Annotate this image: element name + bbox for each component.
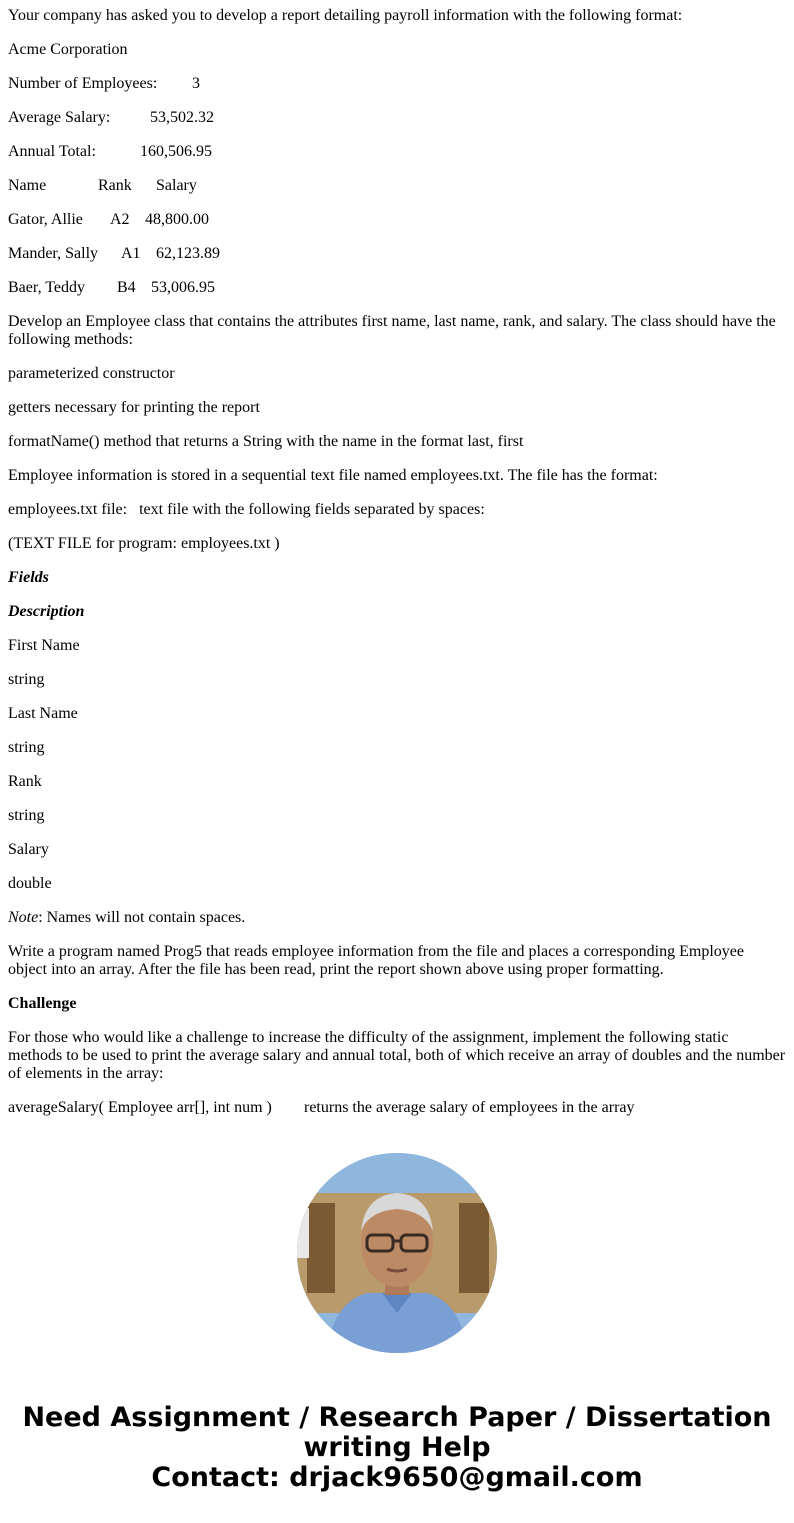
row-name: Baer, Teddy — [8, 279, 86, 296]
company-name: Acme Corporation — [8, 41, 128, 58]
field-type: string — [8, 739, 45, 756]
row-salary: 62,123.89 — [156, 245, 220, 262]
field-name: Rank — [8, 773, 42, 790]
field-name: First Name — [8, 637, 80, 654]
file-format-line: employees.txt file: text file with the following fields separated by spaces: — [8, 501, 485, 518]
report-row — [8, 279, 786, 297]
note-line — [8, 909, 786, 927]
banner-line: Need Assignment / Research Paper / Dissertation — [22, 1402, 772, 1433]
program-description: Write a program named Prog5 that reads employee information from the file and places a corresponding Employee object into an array. After the file has been read, print the report shown above using proper formatting. — [8, 943, 744, 978]
avg-method-description: returns the average salary of employees in the array — [304, 1099, 635, 1116]
report-row — [8, 245, 786, 263]
row-name: Gator, Allie — [8, 211, 83, 228]
employees-value: 3 — [192, 75, 200, 92]
challenge-heading: Challenge — [8, 995, 77, 1012]
field-type: string — [8, 807, 45, 824]
description-heading: Description — [8, 603, 85, 620]
fields-heading: Fields — [8, 569, 49, 586]
file-description: Employee information is stored in a sequential text file named employees.txt. The file has the format: — [8, 467, 658, 484]
intro-text: Your company has asked you to develop a report detailing payroll information with the following format: — [8, 7, 683, 24]
average-method-line — [8, 1099, 786, 1117]
annual-total-line — [8, 143, 786, 161]
method-item: parameterized constructor — [8, 365, 175, 382]
employee-count-line — [8, 75, 786, 93]
avg-method-signature: averageSalary( Employee arr[], int num ) — [8, 1099, 272, 1116]
banner-contact: Contact: drjack9650@gmail.com — [151, 1462, 643, 1493]
file-note: (TEXT FILE for program: employees.txt ) — [8, 535, 280, 552]
report-header-row — [8, 177, 786, 195]
row-salary: 53,006.95 — [151, 279, 215, 296]
field-type: double — [8, 875, 52, 892]
field-name: Salary — [8, 841, 49, 858]
row-rank: B4 — [117, 279, 136, 296]
field-name: Last Name — [8, 705, 78, 722]
challenge-description: For those who would like a challenge to increase the difficulty of the assignment, implement the following static methods to be used to print the average salary and annual total, both of which receive an array of doubles and the number of elements in the array: — [8, 1029, 786, 1082]
avg-value: 53,502.32 — [150, 109, 214, 126]
annual-value: 160,506.95 — [140, 143, 212, 160]
contact-banner — [0, 1403, 794, 1493]
field-type: string — [8, 671, 45, 688]
person-portrait-icon — [297, 1153, 497, 1353]
class-description: Develop an Employee class that contains the attributes first name, last name, rank, and salary. The class should have the following methods: — [8, 313, 776, 348]
avg-label: Average Salary: — [8, 109, 111, 126]
note-text: : Names will not contain spaces. — [38, 909, 246, 926]
annual-label: Annual Total: — [8, 143, 96, 160]
method-item: getters necessary for printing the report — [8, 399, 260, 416]
row-name: Mander, Sally — [8, 245, 99, 262]
row-salary: 48,800.00 — [145, 211, 209, 228]
row-rank: A1 — [121, 245, 141, 262]
note-label: Note — [8, 909, 39, 926]
report-row — [8, 211, 786, 229]
average-salary-line — [8, 109, 786, 127]
banner-line: writing Help — [303, 1432, 491, 1463]
employees-label: Number of Employees: — [8, 75, 158, 92]
header-name: Name — [8, 177, 47, 194]
header-salary: Salary — [156, 177, 197, 194]
author-photo — [297, 1153, 497, 1353]
row-rank: A2 — [110, 211, 130, 228]
header-rank: Rank — [98, 177, 132, 194]
method-item: formatName() method that returns a String with the name in the format last, first — [8, 433, 524, 450]
